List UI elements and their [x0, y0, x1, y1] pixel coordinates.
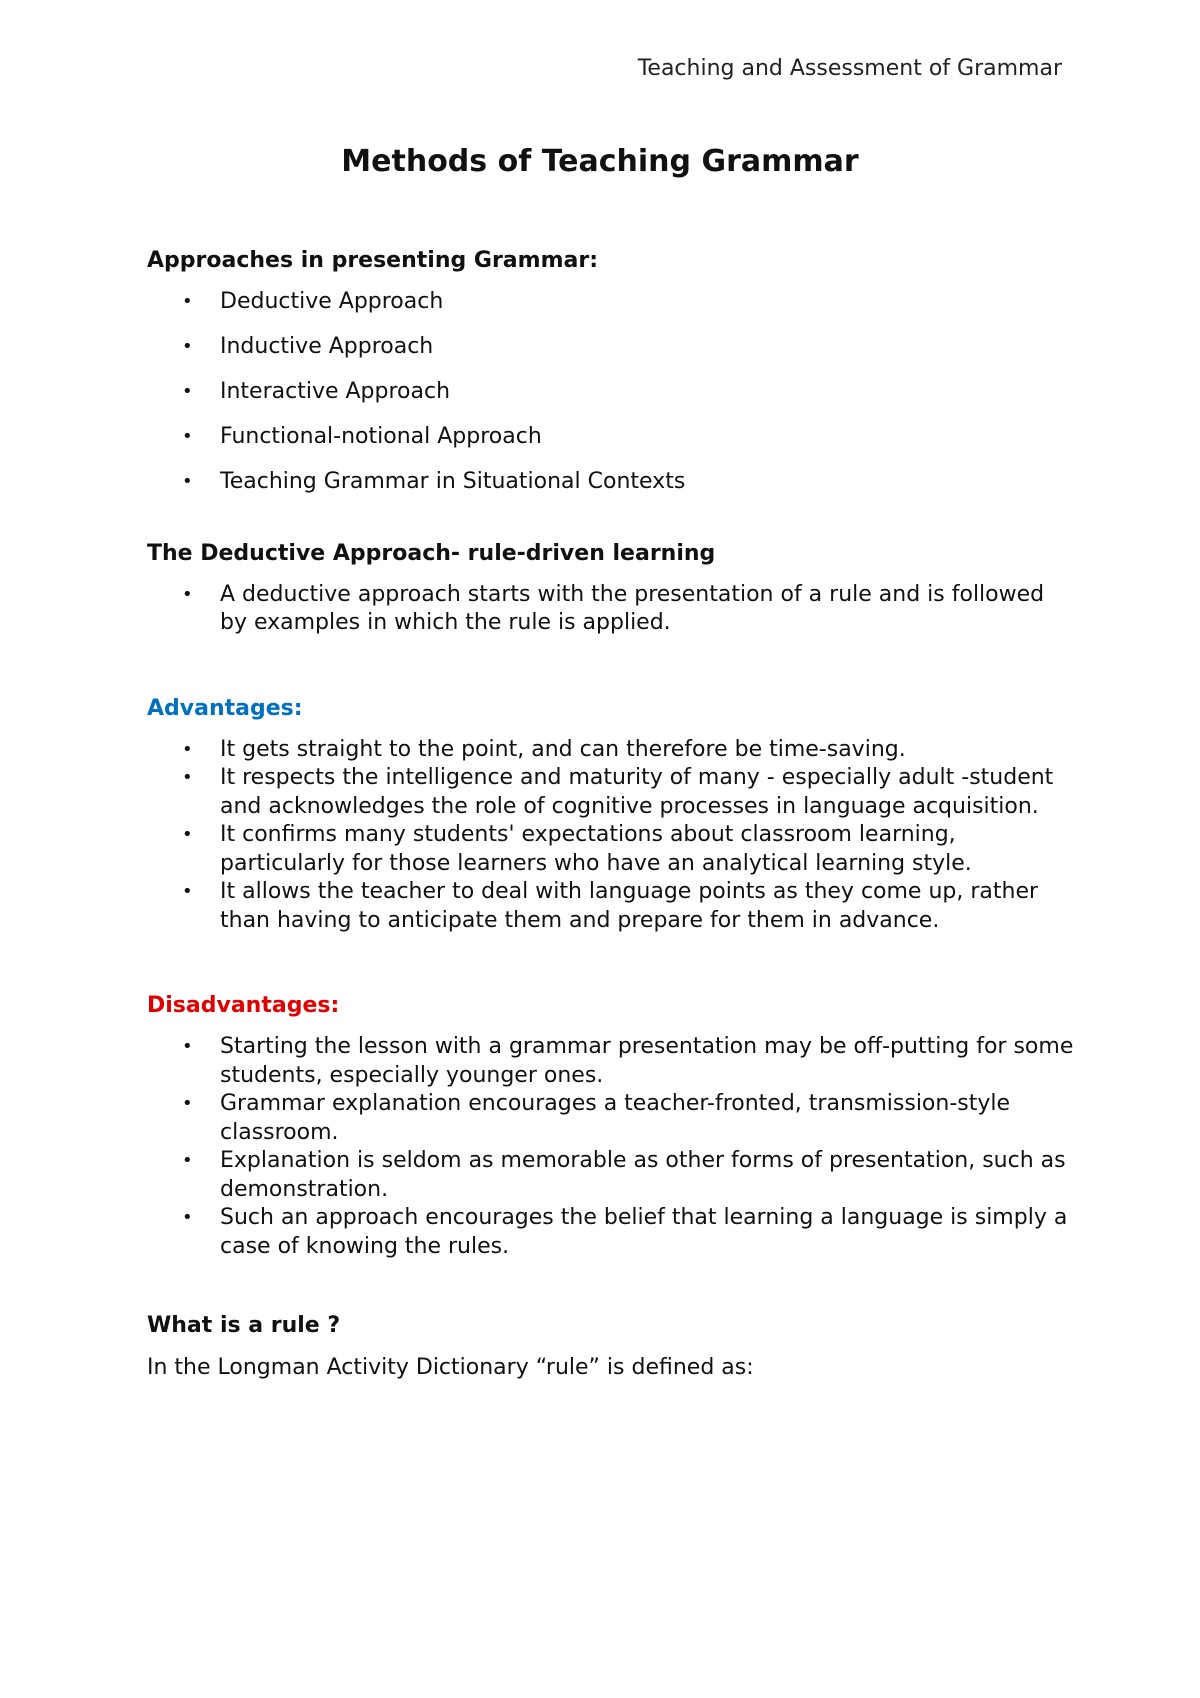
bullet-icon: • — [182, 1207, 193, 1228]
deductive-heading: The Deductive Approach- rule-driven learning — [147, 540, 716, 566]
list-item: • It confirms many students' expectations about classroom learning, particularly for those learners who have an analytical learning style. — [182, 822, 972, 876]
list-item: • Explanation is seldom as memorable as other forms of presentation, such as demonstration. — [182, 1148, 1066, 1202]
list-item: • Such an approach encourages the belief that learning a language is simply a case of knowing the rules. — [182, 1205, 1068, 1259]
list-item: • A deductive approach starts with the presentation of a rule and is followed by examples in which the rule is applied. — [182, 581, 1045, 635]
advantages-heading: Advantages: — [147, 695, 303, 721]
document-title: Methods of Teaching Grammar — [341, 144, 859, 179]
list-item: • Teaching Grammar in Situational Contexts — [147, 468, 1077, 497]
list-item: • Grammar explanation encourages a teacher-fronted, transmission-style classroom. — [182, 1091, 1011, 1145]
bullet-icon: • — [182, 381, 193, 402]
bullet-icon: • — [182, 824, 193, 845]
list-item: • Interactive Approach — [147, 378, 1077, 407]
bullet-icon: • — [182, 1150, 193, 1171]
list-item: • Deductive Approach — [147, 288, 1077, 317]
bullet-icon: • — [182, 1093, 193, 1114]
advantages-list — [147, 736, 1077, 936]
approaches-list — [147, 288, 1077, 497]
list-item: • It allows the teacher to deal with language points as they come up, rather than having to anticipate them and prepare for them in advance. — [182, 879, 1039, 933]
bullet-icon: • — [182, 767, 193, 788]
bullet-icon: • — [182, 291, 193, 312]
bullet-icon: • — [182, 738, 193, 760]
bullet-icon: • — [182, 426, 193, 447]
bullet-icon: • — [182, 336, 193, 357]
bullet-icon: • — [182, 583, 193, 605]
list-item: • Functional-notional Approach — [147, 423, 1077, 452]
deductive-list — [147, 581, 1077, 638]
list-item: • Inductive Approach — [147, 333, 1077, 362]
bullet-icon: • — [182, 471, 193, 492]
disadvantages-heading: Disadvantages: — [147, 993, 340, 1018]
list-item: • Starting the lesson with a grammar presentation may be off-putting for some students, especially younger ones. — [182, 1034, 1074, 1088]
rule-definition-intro: In the Longman Activity Dictionary “rule” is defined as: — [147, 1355, 754, 1380]
running-header: Teaching and Assessment of Grammar — [637, 56, 1062, 81]
disadvantages-list — [147, 1033, 1077, 1261]
bullet-icon: • — [182, 881, 193, 902]
approaches-heading: Approaches in presenting Grammar: — [147, 248, 598, 273]
list-item: • It gets straight to the point, and can therefore be time-saving. — [147, 736, 1077, 765]
document-body — [147, 246, 1077, 1383]
bullet-icon: • — [182, 1036, 193, 1057]
rule-heading: What is a rule ? — [147, 1313, 341, 1338]
list-item: • It respects the intelligence and maturity of many - especially adult -student and acknowledges the role of cognitive processes in language acquisition. — [182, 765, 1054, 819]
